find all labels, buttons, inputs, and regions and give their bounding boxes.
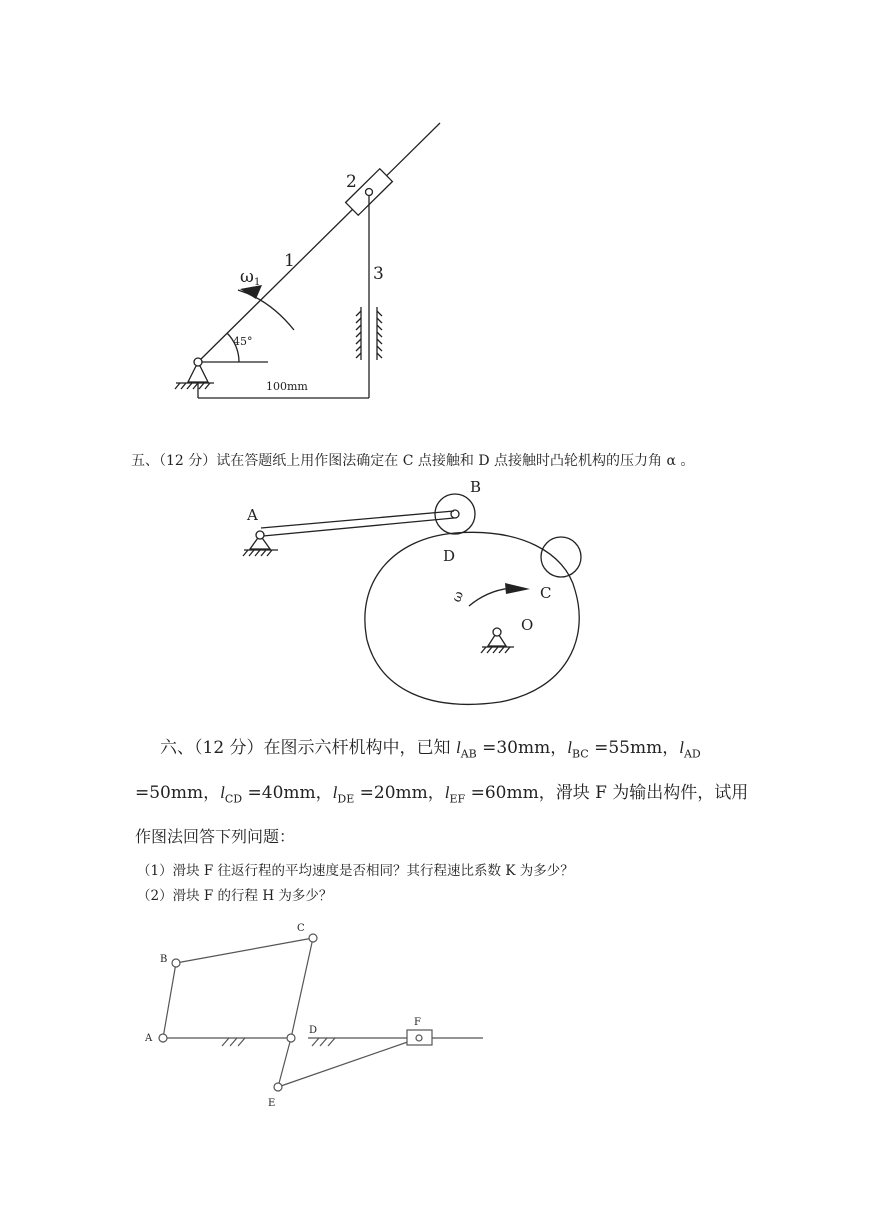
joint-c xyxy=(309,934,317,942)
question-5-text: 五、（12 分）试在答题纸上用作图法确定在 C 点接触和 D 点接触时凸轮机构的压力角 α 。 xyxy=(131,453,695,469)
joint-e xyxy=(274,1083,282,1091)
label-c: C xyxy=(297,923,305,934)
label-d: D xyxy=(443,547,456,565)
q6-lcd-val: =40mm， xyxy=(242,783,333,803)
q6-lbc-sub: BC xyxy=(571,747,589,761)
question-6-line-2: =50mm，$l_{CD} =40mm$，$l_{DE} =20mm$，$l_{EF} =60mm$，滑块 F 为输出构件，试用 xyxy=(135,783,749,806)
ground-hatch xyxy=(222,1038,335,1046)
q6-lcd-sub: CD xyxy=(224,792,243,806)
question-6-line-3: 作图法回答下列问题： xyxy=(135,827,296,846)
q6-lef-val: =60mm，滑块 F 为输出构件，试用 xyxy=(465,783,749,803)
q6-lab-sub: AB xyxy=(460,747,477,761)
q6-lef-sub: EF xyxy=(449,792,466,806)
link-bc xyxy=(176,938,313,963)
joint-f xyxy=(416,1035,422,1041)
q6-lde-sub: DE xyxy=(337,792,355,806)
label-link-1: 1 xyxy=(284,251,295,271)
label-link-3: 3 xyxy=(373,264,384,284)
label-b: B xyxy=(160,954,168,965)
joint-b xyxy=(172,959,180,967)
label-link-2: 2 xyxy=(346,172,357,192)
link-de xyxy=(278,1038,291,1087)
link-ef xyxy=(278,1038,419,1087)
q6-lad-sub: AD xyxy=(683,747,701,761)
question-6-sub-2: （2）滑块 F 的行程 H 为多少？ xyxy=(137,888,333,904)
joint-a xyxy=(159,1034,167,1042)
label-b: B xyxy=(470,478,482,496)
label-f: F xyxy=(414,1017,421,1028)
joint-d xyxy=(287,1034,295,1042)
label-d: D xyxy=(309,1025,318,1036)
q6-lbc-val: =55mm， xyxy=(588,738,680,758)
label-omega-subscript: 1 xyxy=(254,277,261,288)
q6-prefix: 六、（12 分）在图示六杆机构中，已知 xyxy=(160,738,456,758)
label-omega: ω xyxy=(449,589,468,605)
link-ab xyxy=(163,963,176,1038)
label-a: A xyxy=(247,506,258,524)
label-c: C xyxy=(540,584,552,602)
label-a: A xyxy=(145,1033,153,1044)
question-6-line-1: 六、（12 分）在图示六杆机构中，已知 $l_{AB} =30mm$，$l_{BC} =55mm$，$l_{AD}$ xyxy=(160,738,701,761)
label-o: O xyxy=(521,616,534,634)
q6-lab-val: =30mm， xyxy=(476,738,568,758)
q6-lad-val: =50mm， xyxy=(135,783,221,803)
label-e: E xyxy=(268,1098,276,1109)
label-angle-45: 45° xyxy=(233,335,253,348)
q6-lde-val: =20mm， xyxy=(354,783,445,803)
label-distance-100mm: 100mm xyxy=(266,380,308,393)
question-6-sub-1: （1）滑块 F 往返行程的平均速度是否相同？其行程速比系数 K 为多少？ xyxy=(137,863,574,879)
link-cd xyxy=(291,938,313,1038)
label-omega: ω xyxy=(240,267,254,287)
